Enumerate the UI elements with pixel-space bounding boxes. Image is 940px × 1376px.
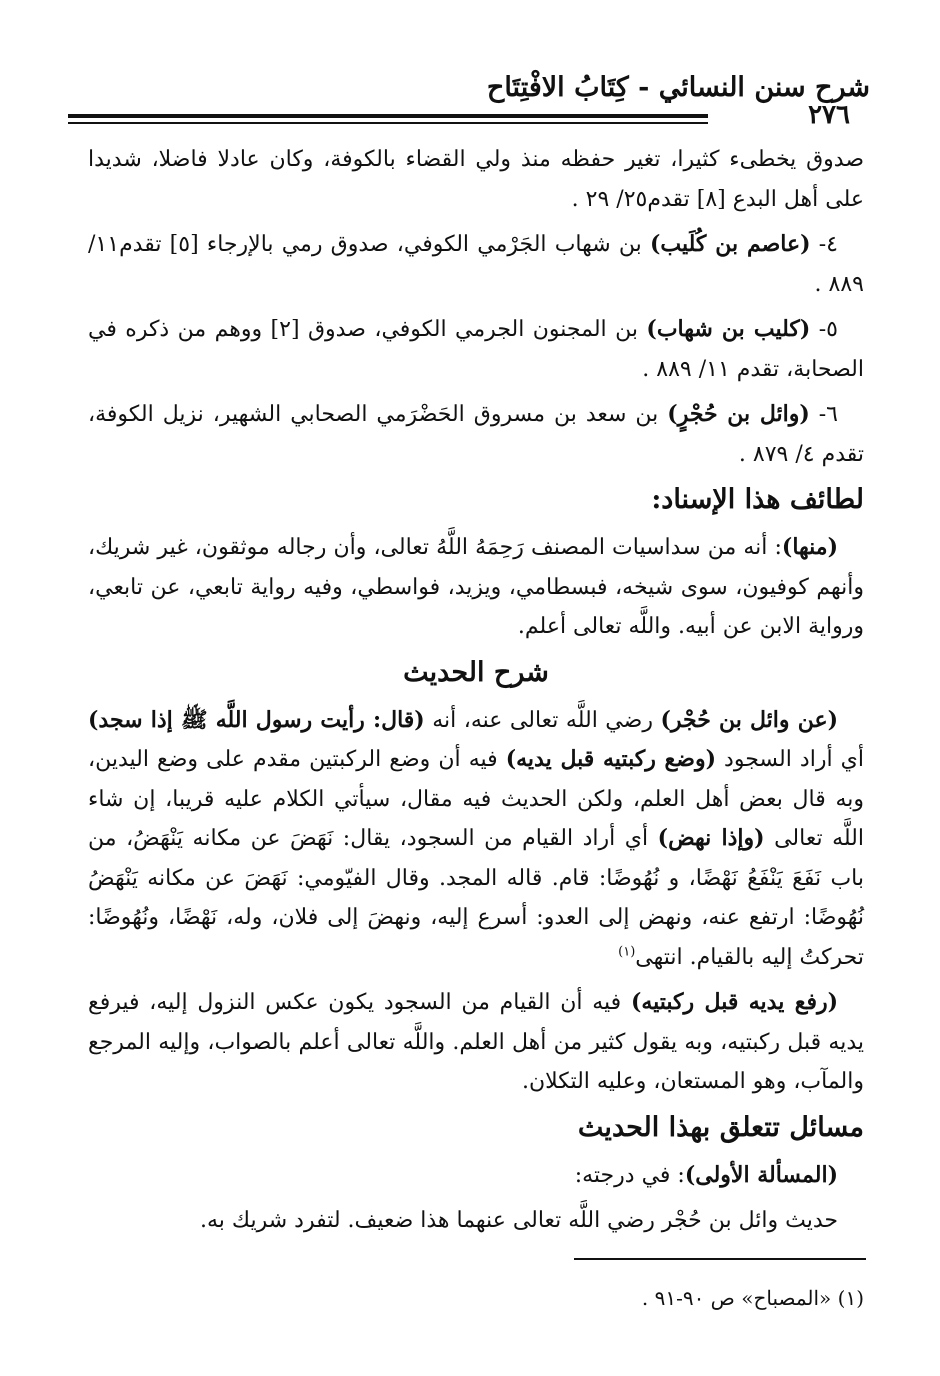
narrator-5-name: (كليب بن شهاب) xyxy=(646,316,811,342)
footnote-rule xyxy=(574,1258,866,1260)
narrator-5 xyxy=(88,310,864,389)
paragraph-lataif xyxy=(88,528,864,647)
masala-1-text: : في درجته: xyxy=(574,1162,685,1188)
raf-lead: (رفع يديه قبل ركبتيه) xyxy=(630,989,838,1015)
paragraph-raf xyxy=(88,983,864,1102)
sharh-bold-3: (وضع ركبتيه قبل يديه) xyxy=(505,746,716,772)
narrator-6-text: بن سعد بن مسروق الحَضْرَمي الصحابي الشهير، نزيل الكوفة، تقدم ٤/ ٨٧٩ . xyxy=(88,402,864,467)
header-rule-thick xyxy=(68,114,708,118)
paragraph-masala-1 xyxy=(88,1156,864,1196)
paragraph-1: صدوق يخطىء كثيرا، تغير حفظه منذ ولي القضاء بالكوفة، وكان عادلا فاضلا، شديدا على أهل البدع [٨] تقدم٢٥/ ٢٩ . xyxy=(88,147,864,212)
heading-masail: مسائل تتعلق بهذا الحديث xyxy=(577,1111,864,1143)
sharh-bold-4: (وإذا نهض) xyxy=(657,825,765,851)
running-title: شرح سنن النسائي - كِتَابُ الافْتِتَاح xyxy=(486,72,870,103)
narrator-6-number: ٦- xyxy=(809,402,838,427)
masala-1-lead: (المسألة الأولى) xyxy=(684,1161,838,1188)
sharh-text-2: أي أراد السجود xyxy=(715,747,864,772)
narrator-4-text: بن شهاب الجَرْمي الكوفي، صدوق رمي بالإرجاء [٥] تقدم١١/ ٨٨٩ . xyxy=(88,232,864,297)
narrator-4 xyxy=(88,225,864,304)
narrator-6-name: (وائل بن حُجْرٍ) xyxy=(667,401,810,427)
lataif-lead: (منها) xyxy=(781,534,838,560)
lataif-text: : أنه من سداسيات المصنف رَحِمَهُ اللَّهُ تعالى، وأن رجاله موثقون، غير شريك، وأنهم كوفيون، سوى شيخه، فبسطامي، ويزيد، فواسطي، وفيه رواية تابعي، عن تابعي، ورواية الابن عن أبيه. واللَّه تعالى أعلم. xyxy=(88,535,864,639)
paragraph-sharh xyxy=(88,701,864,978)
narrator-4-name: (عاصم بن كُلَيب) xyxy=(649,231,811,257)
narrator-4-number: ٤- xyxy=(810,232,838,257)
footnote: (١) «المصباح» ص ٩٠-٩١ . xyxy=(641,1286,864,1310)
narrator-5-number: ٥- xyxy=(810,317,838,342)
sharh-text-3: فيه أن وضع الركبتين مقدم على وضع اليدين، وبه قال بعض أهل العلم، ولكن الحديث فيه مقال، سيأتي الكلام عليه قريبا، إن شاء اللَّه تعالى xyxy=(88,747,865,851)
sharh-bold-1: (عن وائل بن حُجْر) xyxy=(660,706,838,733)
narrator-5-text: بن المجنون الجرمي الكوفي، صدوق [٢] ووهم من ذكره في الصحابة، تقدم ١١/ ٨٨٩ . xyxy=(88,317,864,382)
footnote-marker[interactable]: (١) xyxy=(618,944,636,960)
sharh-text-4: أي أراد القيام من السجود، يقال: نَهَضَ عن مكانه يَنْهَضُ، من باب نَفَعَ يَنْفَعُ نَهْضًا، و نُهُوضًا: قام. قاله المجد. وقال الفيّومي: نَهَضَ عن مكانه يَنْهَضُ نُهُوضًا: ارتفع عنه، ونهض إلى العدو: أسرع إليه، ونهضَ إلى فلان، وله، نَهْضًا، ونُهُوضًا: تحركتُ إليه بالقيام. انتهى xyxy=(88,826,864,970)
sharh-text-1: رضي اللَّه تعالى عنه، أنه xyxy=(424,707,661,733)
page-number: ٢٧٦ xyxy=(808,100,850,130)
header-rule-thin xyxy=(68,122,708,124)
narrator-6 xyxy=(88,395,864,474)
sharh-bold-2: (قال: رأيت رسول اللَّه ﷺ إذا سجد) xyxy=(88,706,425,733)
raf-text: فيه أن القيام من السجود يكون عكس النزول إليه، فيرفع يديه قبل ركبتيه، وبه يقول كثير من أهل العلم. واللَّه تعالى أعلم بالصواب، وإليه المرجع والمآب، وهو المستعان، وعليه التكلان. xyxy=(88,990,864,1094)
page-header xyxy=(68,64,870,132)
paragraph-daraja: حديث وائل بن حُجْر رضي اللَّه تعالى عنهما هذا ضعيف. لتفرد شريك به. xyxy=(200,1208,838,1233)
main-text xyxy=(88,140,864,1247)
heading-sharh: شرح الحديث xyxy=(403,656,549,688)
heading-lataif: لطائف هذا الإسناد: xyxy=(651,484,864,515)
